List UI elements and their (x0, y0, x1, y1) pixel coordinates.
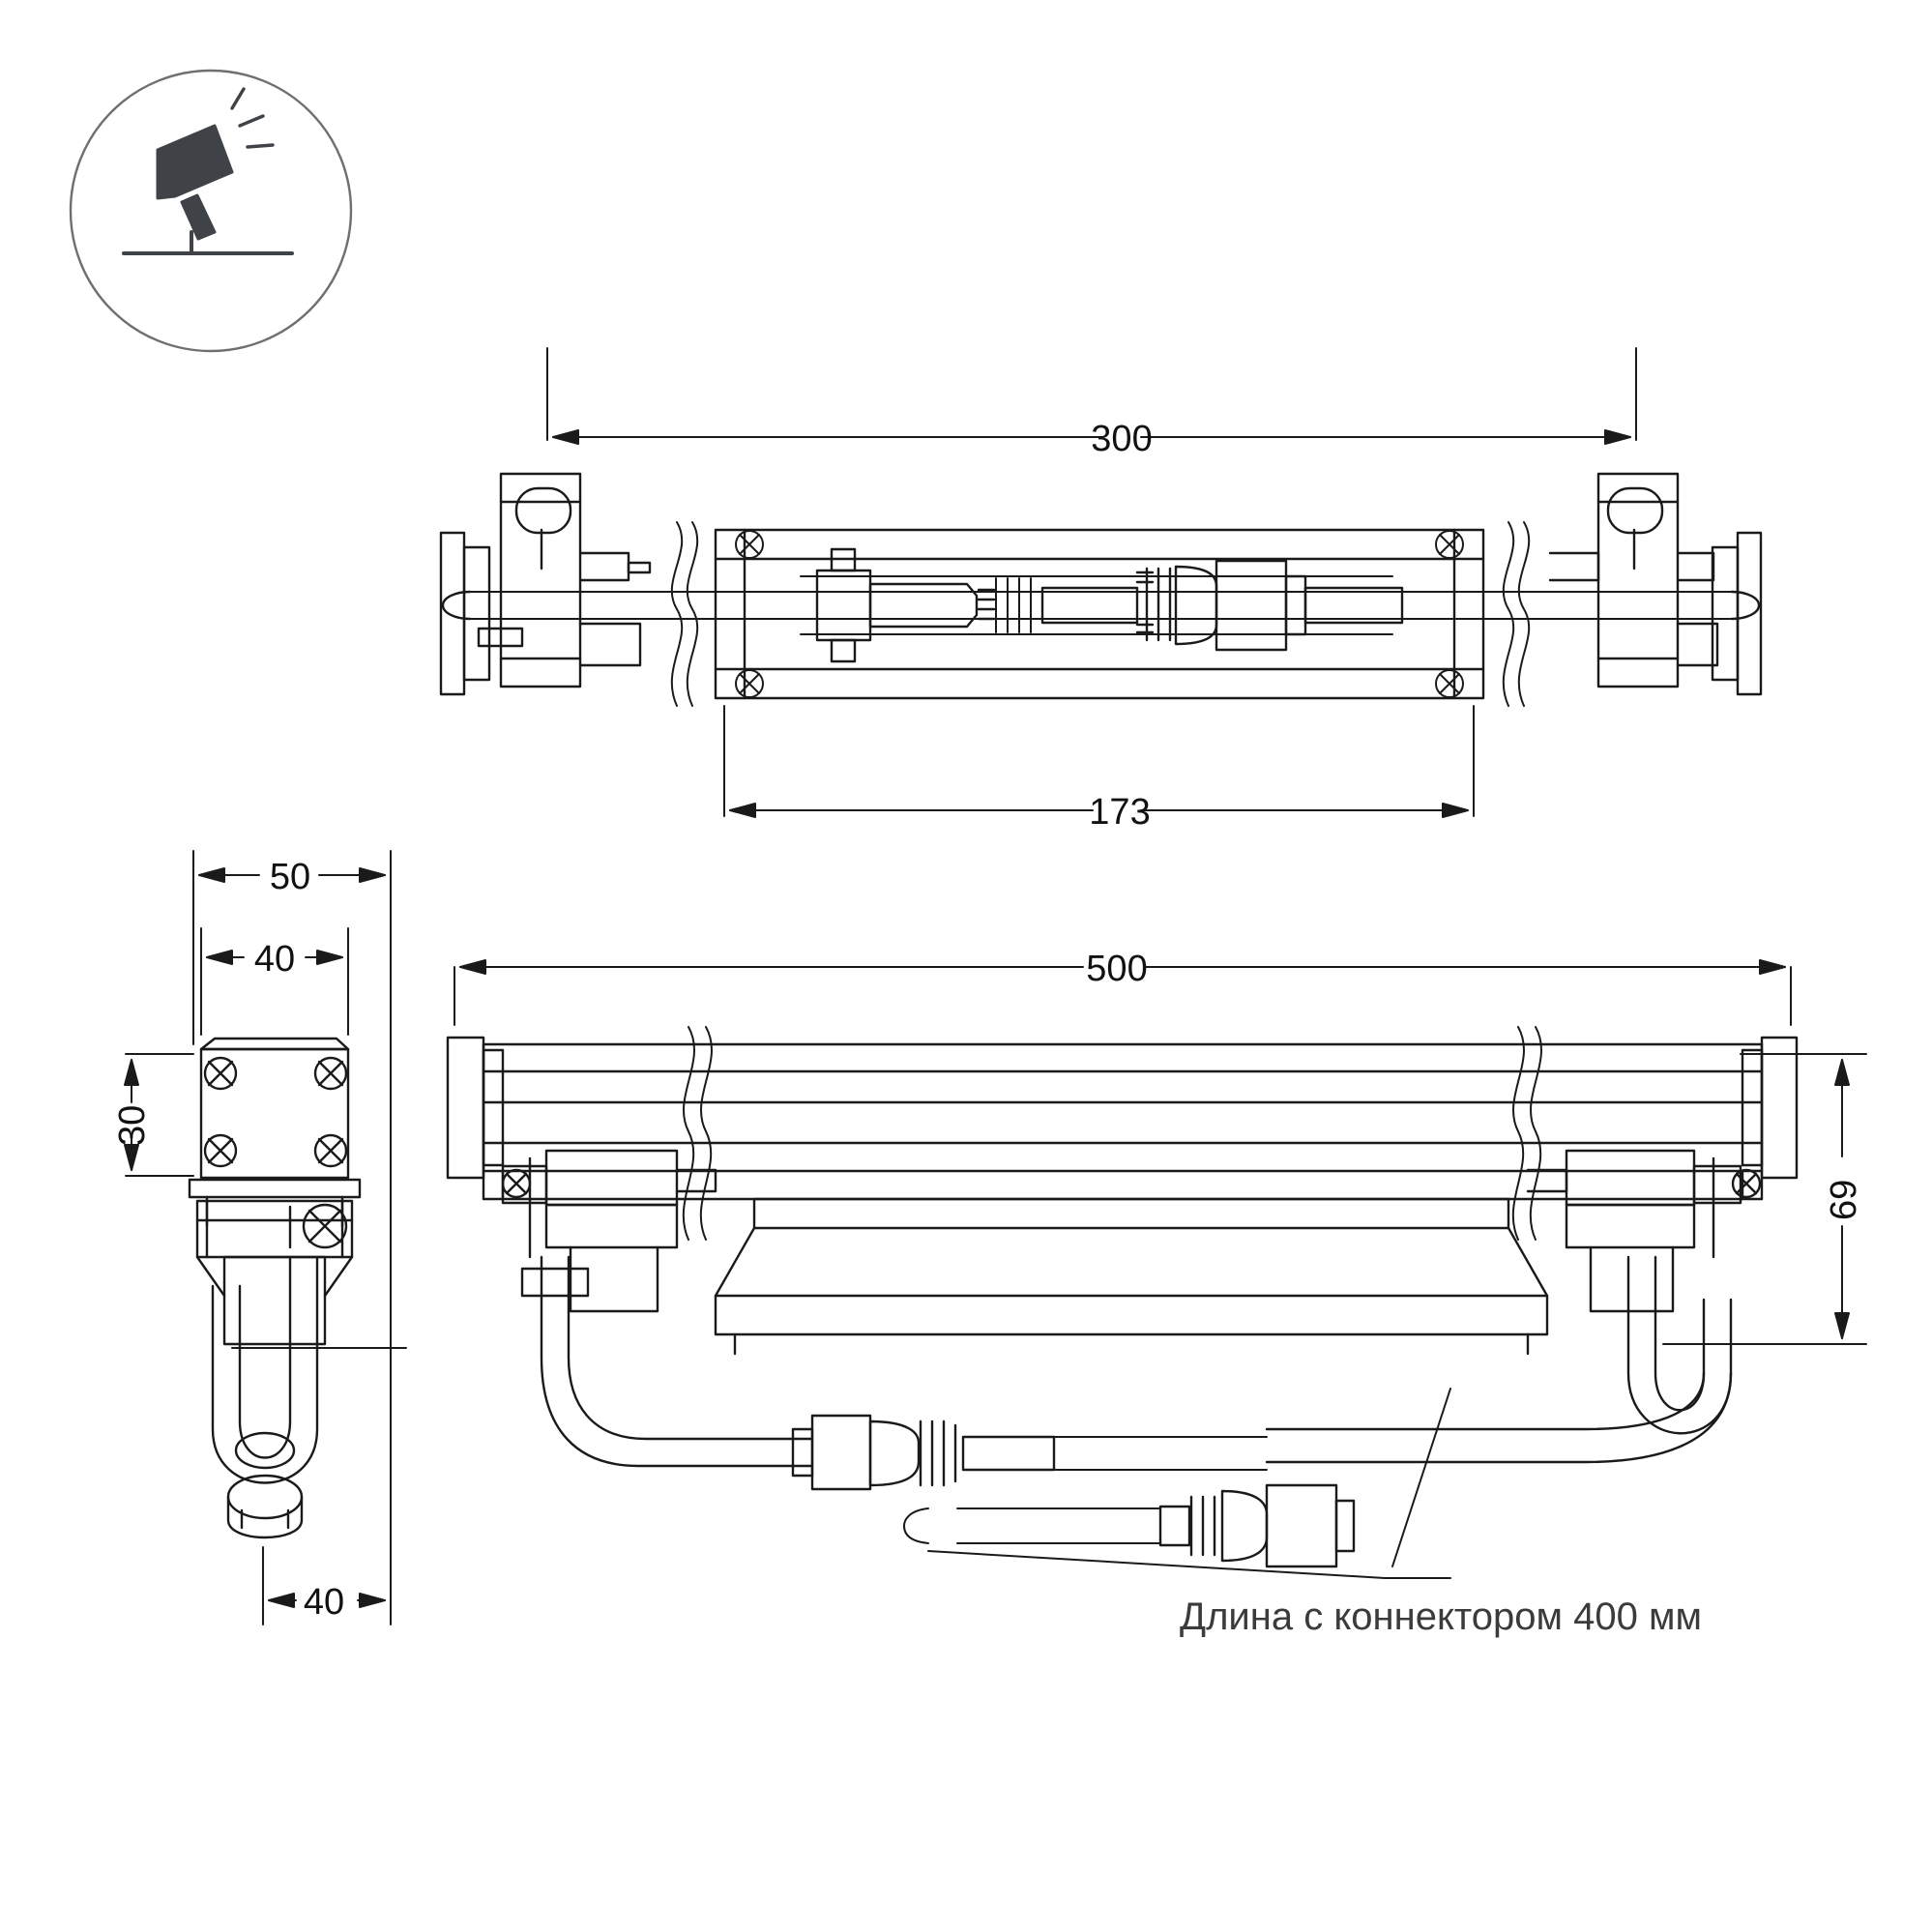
dimension-40-top-label: 40 (253, 939, 296, 980)
mainview-lens-band (716, 1199, 1547, 1354)
mainview-break-line-left (684, 1027, 712, 1240)
dimension-300-label: 300 (1091, 419, 1153, 459)
topview-break-line-left (672, 522, 697, 706)
topview-bracket-left (479, 474, 650, 687)
dimension-69-label: 69 (1824, 1179, 1864, 1220)
dimension-50-label: 50 (269, 857, 311, 897)
mainview-cable-left (542, 1257, 812, 1466)
topview-cable-assembly (801, 549, 1402, 661)
dimension-30-label: 30 (112, 1104, 153, 1146)
mainview-connector-upper (793, 1416, 1267, 1489)
dimension-500-label: 500 (1086, 949, 1148, 989)
sideview-cable-loop (213, 1259, 406, 1537)
topview-bracket-right (1550, 474, 1717, 687)
cable-length-note: Длина с коннектором 400 мм (1180, 1595, 1702, 1638)
topview-break-line-right (1504, 522, 1529, 706)
dimension-50 (193, 851, 391, 1354)
note-leader-lines (928, 1389, 1450, 1578)
floodlight-ground-spike-icon (124, 89, 292, 253)
mainview-bracket-left (503, 1151, 716, 1311)
topview-screw-group (736, 531, 1463, 697)
sideview-housing-end (197, 1201, 352, 1344)
mainview-profile (483, 1044, 1762, 1199)
sideview-bracket-box (190, 1039, 360, 1226)
mainview-bracket-right (1528, 1151, 1760, 1311)
mainview-endcap-right (1742, 1038, 1797, 1178)
mainview-endcap-left (448, 1038, 503, 1178)
badge-circle (71, 71, 351, 351)
topview-connector (1137, 561, 1305, 650)
mainview-break-line-right (1513, 1027, 1541, 1240)
dimension-40-bottom-label: 40 (303, 1582, 345, 1623)
topview-axle (443, 592, 1759, 619)
mainview-cable-right (1267, 1257, 1731, 1462)
dimension-173-label: 173 (1089, 792, 1151, 833)
